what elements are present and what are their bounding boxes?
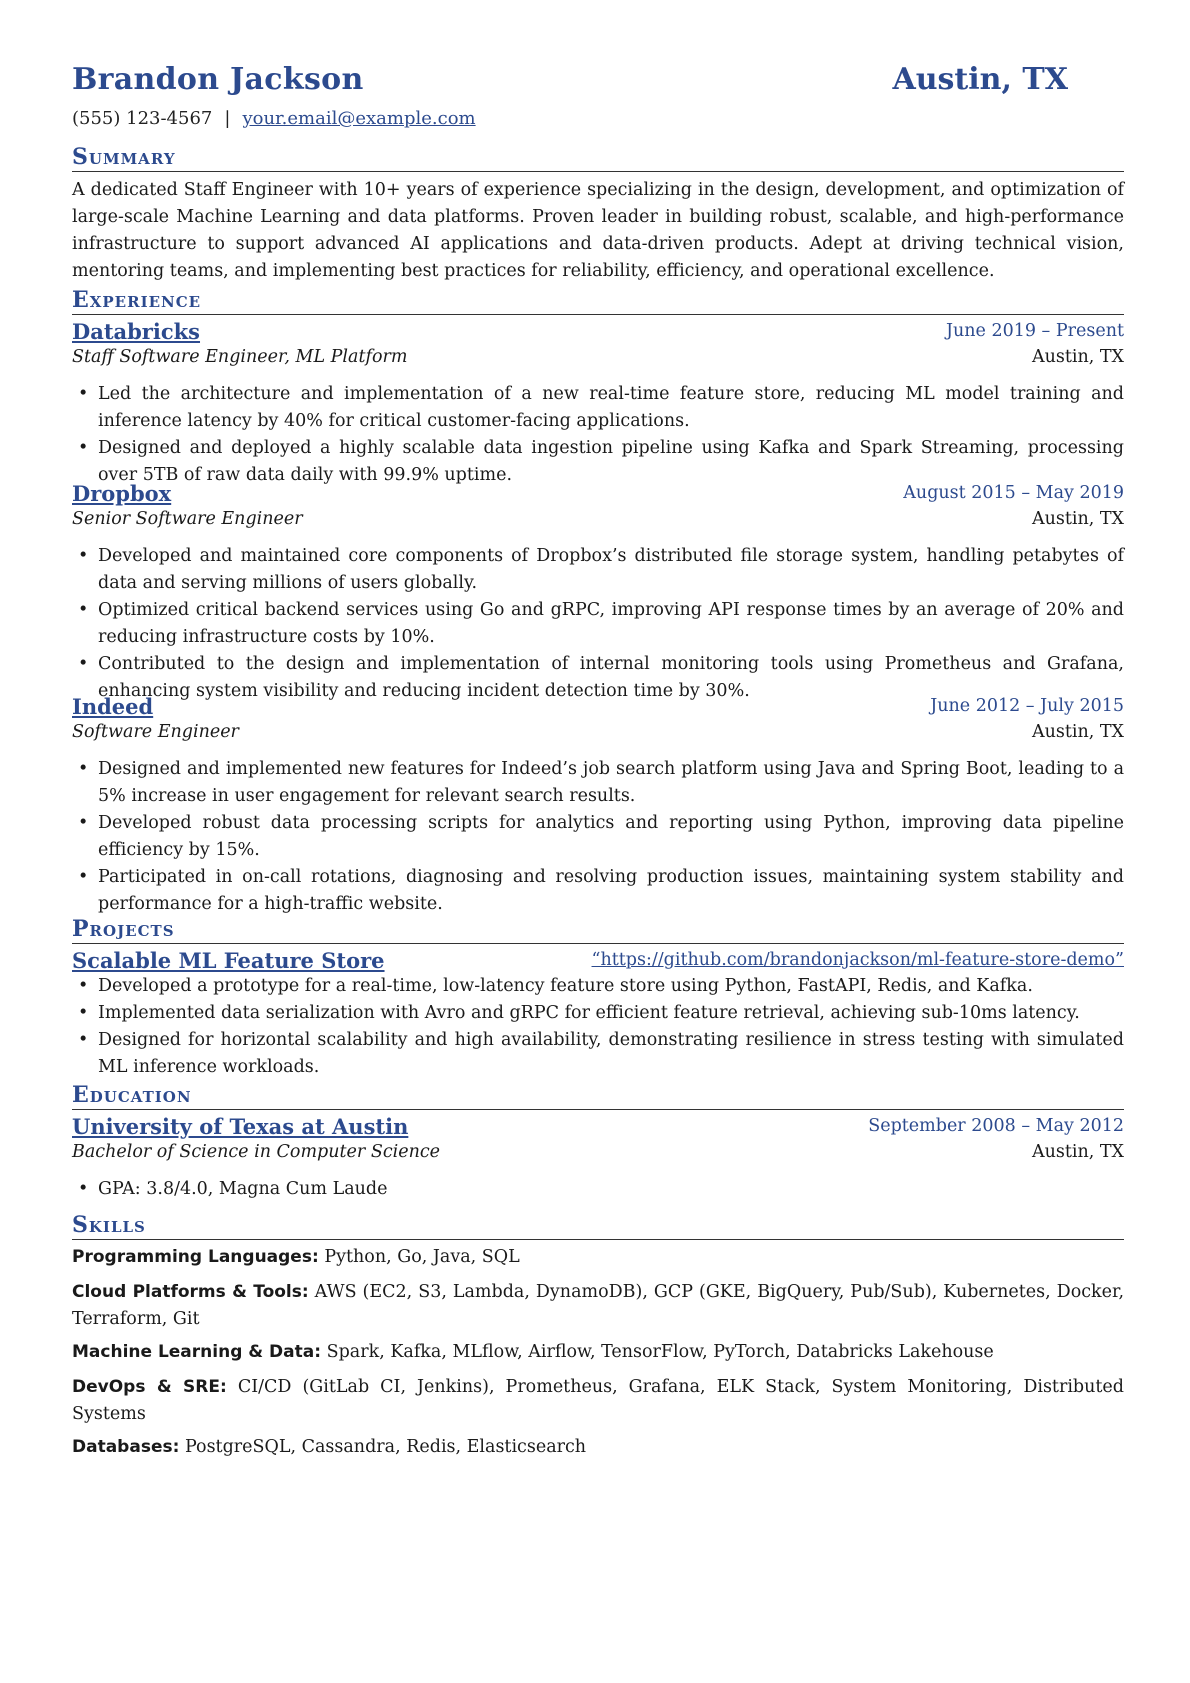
list-item: • Participated in on-call rotations, diagnosing and resolving production issues, maintaining system stability and performance for a high-traffic website. — [72, 864, 1124, 918]
job-title: Software Engineer — [72, 722, 239, 742]
skill-label: Machine Learning & Data: — [72, 1342, 322, 1362]
skill-value: Spark, Kafka, MLflow, Airflow, TensorFlow, PyTorch, Databricks Lakehouse — [326, 1342, 994, 1362]
candidate-location: Austin, TX — [892, 62, 1068, 97]
job-dates: June 2012 – July 2015 — [930, 696, 1124, 716]
skill-value: AWS (EC2, S3, Lambda, DynamoDB), GCP (GKE, BigQuery, Pub/Sub), Kubernetes, Docker, Terraform, Git — [72, 1282, 1125, 1329]
project-name-link[interactable]: Scalable ML Feature Store — [72, 948, 385, 973]
phone-number: (555) 123-4567 — [72, 108, 213, 129]
job-location: Austin, TX — [1031, 509, 1124, 529]
list-item: • Optimized critical backend services using Go and gRPC, improving API response times by an average of 20% and reducing infrastructure costs by 10%. — [72, 597, 1124, 651]
skill-row — [72, 1244, 1124, 1271]
job-dates: August 2015 – May 2019 — [903, 483, 1124, 503]
project-bullets — [72, 973, 1124, 1081]
education-bullets — [72, 1176, 1124, 1203]
company-link-dropbox[interactable]: Dropbox — [72, 481, 172, 506]
job-bullets — [72, 756, 1124, 918]
skill-row — [72, 1339, 1124, 1366]
company-link-databricks[interactable]: Databricks — [72, 319, 201, 344]
section-title-education: Education — [72, 1082, 1124, 1110]
skill-label: Databases: — [72, 1437, 180, 1457]
list-item: • Designed and implemented new features for Indeed’s job search platform using Java and Spring Boot, leading to a 5% increase in user engagement for relevant search results. — [72, 756, 1124, 810]
skill-label: Cloud Platforms & Tools: — [72, 1282, 309, 1302]
summary-text: A dedicated Staff Engineer with 10+ years of experience specializing in the design, development, and optimization of large-scale Machine Learning and data platforms. Proven leader in building robust, scalable, and high-performance infrastructure to support advanced AI applications and data-driven products. Adept at driving technical vision, mentoring teams, and implementing best practices for reliability, efficiency, and operational excellence. — [72, 180, 1124, 281]
list-item: • Developed a prototype for a real-time, low-latency feature store using Python, FastAPI, Redis, and Kafka. — [72, 973, 1124, 1000]
candidate-name: Brandon Jackson — [72, 62, 364, 97]
project-github-link[interactable]: “https://github.com/brandonjackson/ml-feature-store-demo” — [591, 950, 1124, 970]
email-link[interactable]: your.email@example.com — [242, 108, 476, 129]
list-item: • GPA: 3.8/4.0, Magna Cum Laude — [72, 1176, 1124, 1203]
section-title-summary: Summary — [72, 144, 1124, 172]
skill-row — [72, 1374, 1124, 1428]
list-item: • Implemented data serialization with Avro and gRPC for efficient feature retrieval, achieving sub-10ms latency. — [72, 1000, 1124, 1027]
education-dates: September 2008 – May 2012 — [868, 1116, 1124, 1136]
skill-label: Programming Languages: — [72, 1247, 319, 1267]
job-title: Staff Software Engineer, ML Platform — [72, 347, 408, 367]
job-location: Austin, TX — [1031, 722, 1124, 742]
list-item: • Contributed to the design and implementation of internal monitoring tools using Prometheus and Grafana, enhancing system visibility and reducing incident detection time by 30%. — [72, 651, 1124, 705]
job-bullets — [72, 543, 1124, 705]
school-link[interactable]: University of Texas at Austin — [72, 1114, 409, 1139]
section-title-projects: Projects — [72, 916, 1124, 944]
job-dates: June 2019 – Present — [945, 321, 1124, 341]
list-item: • Designed for horizontal scalability and high availability, demonstrating resilience in stress testing with simulated ML inference workloads. — [72, 1027, 1124, 1081]
skill-row — [72, 1434, 1124, 1461]
section-title-experience: Experience — [72, 287, 1124, 315]
skill-value: PostgreSQL, Cassandra, Redis, Elasticsearch — [184, 1437, 587, 1457]
contact-separator: | — [224, 108, 231, 129]
list-item: • Designed and deployed a highly scalable data ingestion pipeline using Kafka and Spark Streaming, processing over 5TB of raw data daily with 99.9% uptime. — [72, 435, 1124, 489]
job-location: Austin, TX — [1031, 347, 1124, 367]
company-link-indeed[interactable]: Indeed — [72, 694, 154, 719]
list-item: • Developed robust data processing scripts for analytics and reporting using Python, improving data pipeline efficiency by 15%. — [72, 810, 1124, 864]
skill-value: Python, Go, Java, SQL — [324, 1247, 520, 1267]
section-title-skills: Skills — [72, 1212, 1124, 1240]
list-item: • Developed and maintained core components of Dropbox’s distributed file storage system, handling petabytes of data and serving millions of users globally. — [72, 543, 1124, 597]
job-bullets — [72, 381, 1124, 489]
skill-label: DevOps & SRE: — [72, 1377, 227, 1397]
contact-line — [72, 108, 476, 129]
degree: Bachelor of Science in Computer Science — [72, 1142, 441, 1162]
school-location: Austin, TX — [1031, 1142, 1124, 1162]
job-title: Senior Software Engineer — [72, 509, 303, 529]
skill-value: CI/CD (GitLab CI, Jenkins), Prometheus, Grafana, ELK Stack, System Monitoring, Distributed Systems — [72, 1377, 1124, 1424]
skill-row — [72, 1279, 1124, 1333]
list-item: • Led the architecture and implementation of a new real-time feature store, reducing ML model training and inference latency by 40% for critical customer-facing applications. — [72, 381, 1124, 435]
